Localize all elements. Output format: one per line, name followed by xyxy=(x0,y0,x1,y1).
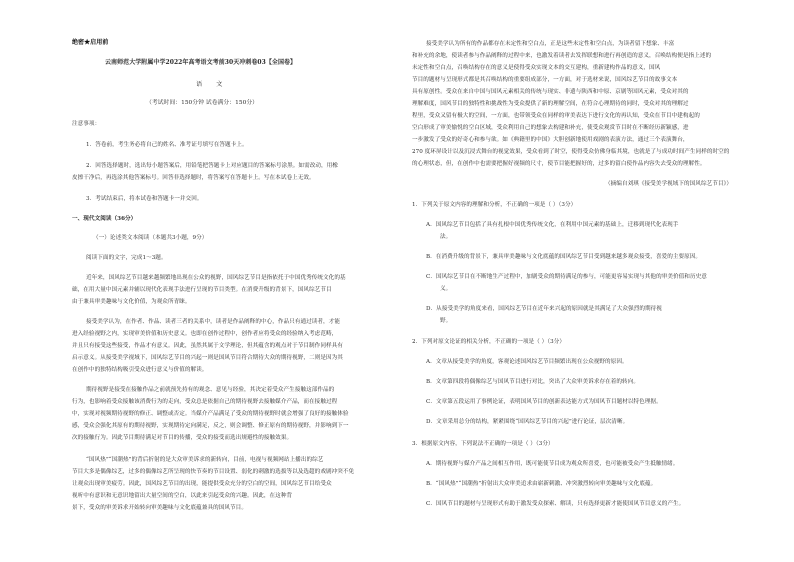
paragraph-line: 一步激发了受众的好奇心和参与欲。如《典籍里的中国》大胆创新地使用戏剧的表演方法，通过三个表演舞台， xyxy=(412,137,689,143)
question-option: 野。 xyxy=(440,318,452,324)
question-option: 义。 xyxy=(440,286,452,292)
paragraph-line: 础，在用大量中国元素并辅以现代化表现手法进行呈现的节目类型。在消费升级的背景下，国风综艺节目 xyxy=(72,287,332,293)
paragraph-line: 空白形成了审美愉悦的空白区域，受众利用自己的想象去构建和补充，使受众观赏节目时在不断经历新颖感，进 xyxy=(412,125,689,131)
exam-meta: （考试时间：150分钟 试卷满分：150分） xyxy=(146,100,259,106)
secret-label: 绝密★启用前 xyxy=(72,39,109,46)
notice-item: 1．答卷前，考生务必将自己的姓名、准考证号填写在答题卡上。 xyxy=(86,142,248,148)
paragraph-line: 接受美学认为所有的作品都存在未定性和空白点，正是这些未定性和空白点，为读者留下想象、丰富 xyxy=(426,41,675,47)
paragraph-line: 的心理状态，但，在创作中也需要把握好视频的尺寸，使节目能把握好的，过多的留白使作品内容失去受众的理解性。 xyxy=(412,161,706,167)
question-option[interactable]: C．国风综艺节目在不断地生产过程中，加剧受众的期待满足的参与，可能更容易实现与其他的审美价值和历史意 xyxy=(426,274,707,280)
paragraph-line: 并且只有接受这些接受，作品才有意义。因此，虽然其属于文学理论，但其蕴含的观点对于节目制作同样具有 xyxy=(72,343,343,349)
paragraph-line: 中，实现对视频期待视野的修正、调整或否定。当媒介产品满足了受众的期待视野时就会增强了良好的接触体验 xyxy=(72,411,349,417)
paragraph-line: 感，受众会强化其原有的期待视野，实现期待定向满足，反之，则会调整、修正原有的期待视野，并影响到下一 xyxy=(72,423,349,429)
question-option[interactable]: A．文章从接受美学的角度，客观论述国风综艺节目频繁出现在公众视野的原因。 xyxy=(426,359,628,365)
paragraph-line: 让观众出现审美疲劳。因此，国风综艺节目的出现，能提供受众充分的空白的空间，国风综艺节目给受众 xyxy=(72,481,332,487)
question-option[interactable]: D．文章采用总分的结构，紧紧围绕“国风综艺节目的兴起”进行论证，层次清晰。 xyxy=(426,419,629,425)
notice-item: 皮擦干净后，再选涂其他答案标号。回答非选择题时，将答案写在答题卡上。写在本试卷上无效。 xyxy=(72,175,315,181)
paragraph-line: 启示意义。从接受美学视域下，国风综艺节目的兴起一则是国风节目符合期待大众的期待视野，二则是因为其 xyxy=(72,355,343,361)
paragraph-line: 270 度环屏设计以及沉浸式舞台的视觉效果，受众看到了时空，使得受众仿佛身临其境，也就是了与成功时间产生同样的时空的 xyxy=(412,149,730,155)
question-option[interactable]: A．国风综艺节目包括了具有扎根中国优秀传统文化，在利用中国元素的基础上，迁移到现代化表现手 xyxy=(426,222,679,228)
question-option[interactable]: B．“国风热”“国潮热”折射出大众审美追求由崭新刺激、冲突激烈转向审美趣味与文化底蕴。 xyxy=(426,481,657,487)
reading-instruction: 阅读下面的文字，完成1～3题。 xyxy=(86,255,167,261)
question-option[interactable]: D．从接受美学的角度来看，国风综艺节目在近年来兴起的原因就是其满足了大众强烈的期待视 xyxy=(426,306,662,312)
question-stem: 1．下列关于原文内容的理解和分析，不正确的一项是（ ）（3分） xyxy=(412,202,577,208)
paragraph-line: 期待视野是接受在接触作品之前就预先持有的观念、意见与经验，其决定着受众产生接触这部作品的 xyxy=(86,387,335,393)
question-stem: 2．下列对原文论证的相关分析，不正确的一项是（ ）（3分） xyxy=(412,339,565,345)
paragraph-line: 和补充的余地，使读者参与作品阐释的过程中来，也激发着读者去发挥联想和进行再创造的意义，召唤结构便是指上述的 xyxy=(412,53,712,59)
paragraph-line: 进入经验视野之内，实现审美价值和历史意义。也即在创作过程中，创作者应将受众的经验纳入考虑范畴， xyxy=(72,331,338,337)
paragraph-line: 由于兼具审美趣味与文化价值，为观众所青睐。 xyxy=(72,299,191,305)
question-option[interactable]: B．在消费升级的背景下，兼具审美趣味与文化底蕴的国风综艺节目受到越来越多观众接受，喜爱的主要原因。 xyxy=(426,254,702,260)
notice-item: 3．考试结束后，将本试卷和答题卡一并交回。 xyxy=(86,196,203,202)
exam-title: 云南师范大学附属中学2022年高考语文考前30天冲刺卷03【全国卷】 xyxy=(105,59,297,66)
paragraph-line: 具有原创性。受众在来自中国与国风元素相关的传统与现实、非遗与陕西和中原、京剧等国风元素，受众对其的 xyxy=(412,89,689,95)
paragraph-line: 未定性和空白点，召唤结构存在的意义是使得受众实现文本的交互建构，重新建构作品的意义，国风 xyxy=(412,65,661,71)
subsection-heading: （一）论述类文本阅读（本题共3小题，9分） xyxy=(93,235,208,241)
paragraph-line: 次的接触行为。因此节目期待满足对节目的传播，受众的接受而选出规避性的接触效果。 xyxy=(72,435,293,441)
paragraph-line: 理解难度，国风节目的独特性和挑战性为受众提供了新的理解空间，在符合心理期待的同时，受众对其的理解过 xyxy=(412,101,689,107)
question-option[interactable]: C．国风节目的题材与呈现形式有助于激发受众探索、解读，只有选择更新才能使国风节目意义的产生。 xyxy=(426,501,685,507)
paragraph-line: “国风热”“国潮热”的背后折射的是大众审美诉求的新转向，目前，电视与视频网站上播出的综艺 xyxy=(86,457,324,463)
notice-heading: 注意事项： xyxy=(72,121,101,127)
paragraph-line: 景下，受众的审美诉求开始转向审美趣味与文化底蕴兼具的国风节目。 xyxy=(72,505,247,511)
paragraph-line: 在创作中的独特结构吸引受众进行意义与价值的解读。 xyxy=(72,367,208,373)
question-option[interactable]: B．文章第四段将偶像综艺与国风节目进行对比，突出了大众审美诉求存在着的转向。 xyxy=(426,379,639,385)
paragraph-line: 接受美学认为，在作者、作品、读者三者的关系中，读者是作品阐释的中心，作品只有通过读者，才能 xyxy=(86,319,340,325)
paragraph-line: 视听中有意识和无意识地留出大量空间的空白，以此来引起受众的兴趣。因此，在这种背 xyxy=(72,493,293,499)
source-citation: （摘编自刘琪《接受美学视域下的国风综艺节目》） xyxy=(605,181,733,187)
notice-item: 2．回答选择题时，选出每小题答案后，用铅笔把答题卡上对应题目的答案标号涂黑。如需改动，用橡 xyxy=(86,163,338,169)
paragraph-line: 近年来，国风综艺节目越来越频繁地出现在公众的视野，国风综艺节目是指依托于中国优秀传统文化的基 xyxy=(86,275,346,281)
paragraph-line: 节目大多是偶像综艺，过多的偶像综艺所呈现的快节奏的节目设置、弱化的刺激的选拔等以及选超的戏剧冲突不免 xyxy=(72,469,355,475)
question-stem: 3．根据原文内容，下列说法不正确的一项是（ ）（3分） xyxy=(412,441,554,447)
question-option[interactable]: C．文章第五段运用了事例论证，表明国风节目的创新表达能方式为国风节目题材以特色理据。 xyxy=(426,399,662,405)
question-option[interactable]: A．期待视野与媒介产品之间相互作用，既可能使节目成为观众所喜爱，也可能被受众产生抵触情绪。 xyxy=(426,461,679,467)
paragraph-line: 程里，受众又留有极大的空间，一方面，也带领受众在同样的审美表达下进行文化的再认知，受众在节目中建构起的 xyxy=(412,113,700,119)
subject-label: 语 文 xyxy=(196,81,229,88)
paragraph-line: 节目的题材与呈现形式都是其召唤结构的重要组成部分，一方面，对于选材来说，国风综艺节目的故事文本 xyxy=(412,77,678,83)
paragraph-line: 行为，也影响着受众接触该消费行为的走向，受众总是依据自己的期待视野去接触媒介产品，而在接触过程 xyxy=(72,399,338,405)
question-option: 法。 xyxy=(440,234,452,240)
section-heading: 一、现代文阅读（36分） xyxy=(72,216,137,222)
